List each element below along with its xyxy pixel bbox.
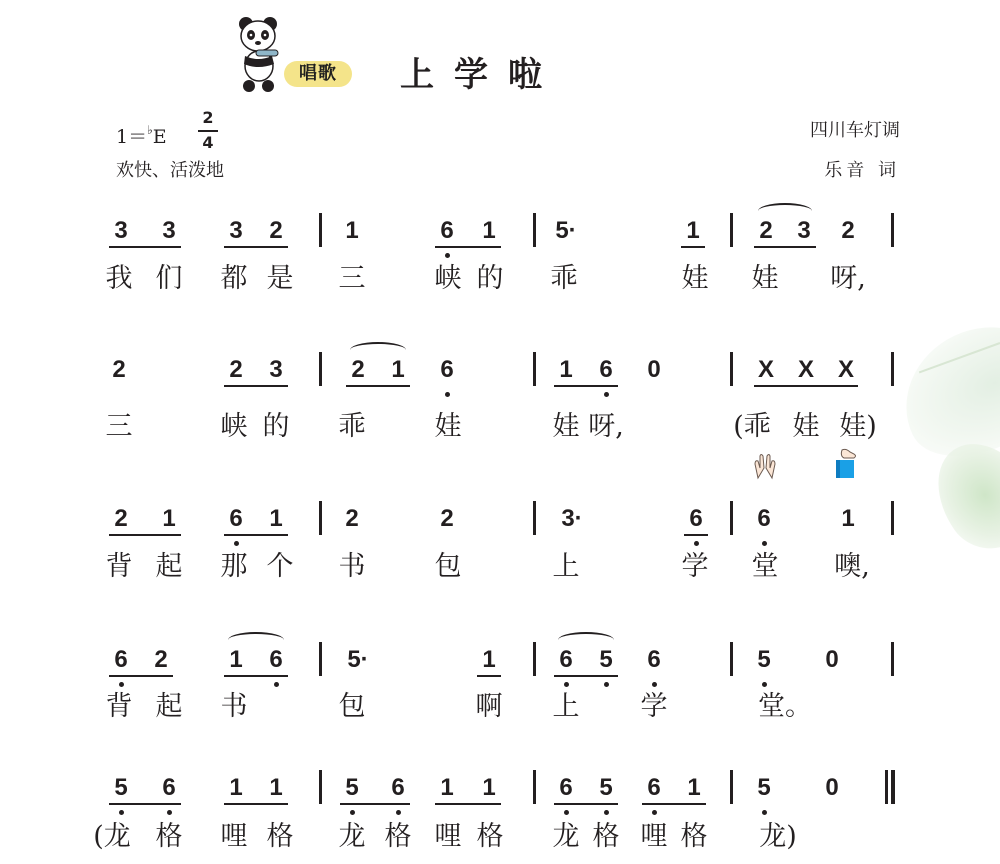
- low-octave-dot: [445, 392, 450, 397]
- note: 0: [825, 774, 839, 801]
- beam-line: [224, 803, 288, 805]
- low-octave-dot: [167, 810, 172, 815]
- low-octave-dot: [652, 682, 657, 687]
- lyric-syllable: 的: [262, 411, 290, 442]
- lyric-syllable: 娃: [751, 263, 779, 294]
- bar-line: [891, 213, 894, 247]
- low-octave-dot: [762, 541, 767, 546]
- lyric-syllable: 娃: [434, 411, 462, 442]
- low-octave-dot: [119, 810, 124, 815]
- note: 6: [391, 774, 405, 801]
- note: 1: [686, 217, 700, 244]
- beam-line: [224, 385, 288, 387]
- note: 2: [759, 217, 773, 244]
- bar-line: [319, 213, 322, 247]
- lyric-syllable: (乖: [733, 411, 771, 442]
- lyric-syllable: 三: [338, 263, 366, 294]
- note: 5: [599, 646, 613, 673]
- note: 2: [269, 217, 283, 244]
- bar-line: [533, 501, 536, 535]
- bar-line: [730, 770, 733, 804]
- beam-line: [346, 385, 410, 387]
- lyric-syllable: 龙: [552, 821, 580, 852]
- lyric-syllable: 格: [476, 821, 504, 852]
- note: 2: [154, 646, 168, 673]
- lyric-syllable: 娃): [839, 411, 877, 442]
- lyric-syllable: 娃: [681, 263, 709, 294]
- beam-line: [681, 246, 705, 248]
- bar-line: [533, 642, 536, 676]
- note: 3: [797, 217, 811, 244]
- bar-line: [891, 352, 894, 386]
- note: 5: [114, 774, 128, 801]
- lyric-syllable: 学: [681, 551, 709, 582]
- low-octave-dot: [445, 253, 450, 258]
- lyric-syllable: 背: [105, 551, 133, 582]
- beam-line: [340, 803, 410, 805]
- section-badge: 唱歌: [284, 61, 352, 87]
- beam-line: [224, 534, 288, 536]
- note: 6: [114, 646, 128, 673]
- note: 1: [482, 646, 496, 673]
- beam-line: [109, 803, 181, 805]
- bar-line: [730, 501, 733, 535]
- note: 3: [162, 217, 176, 244]
- lyric-syllable: 起: [155, 551, 183, 582]
- beam-line: [554, 385, 618, 387]
- note: 3: [269, 356, 283, 383]
- slur-tie: [558, 632, 614, 648]
- note: 5: [757, 774, 771, 801]
- note: 6: [559, 646, 573, 673]
- low-octave-dot: [604, 682, 609, 687]
- bar-line: [885, 770, 888, 804]
- note: 6: [269, 646, 283, 673]
- low-octave-dot: [652, 810, 657, 815]
- beam-line: [435, 803, 501, 805]
- bar-line: [319, 352, 322, 386]
- note: 6: [757, 505, 771, 532]
- beam-line: [109, 246, 181, 248]
- note: 3·: [561, 505, 583, 532]
- lyric-syllable: 起: [155, 691, 183, 722]
- lyric-syllable: 包: [338, 691, 366, 722]
- note: 6: [559, 774, 573, 801]
- lyric-syllable: 格: [384, 821, 412, 852]
- low-octave-dot: [604, 392, 609, 397]
- lyric-syllable: 堂: [751, 551, 779, 582]
- song-source: 四川车灯调: [810, 120, 900, 141]
- note: 6: [162, 774, 176, 801]
- lyric-syllable: 哩: [640, 821, 668, 852]
- lyric-syllable: 乖: [550, 263, 578, 294]
- lyric-syllable: 呀,: [830, 263, 866, 294]
- lyric-syllable: 上: [552, 691, 580, 722]
- beam-line: [224, 675, 288, 677]
- lyric-syllable: 我: [105, 263, 133, 294]
- beam-line: [554, 803, 618, 805]
- lyric-syllable: 个: [266, 551, 294, 582]
- lyric-syllable: 那: [220, 551, 248, 582]
- lyric-syllable: 噢,: [834, 551, 870, 582]
- lyric-syllable: 学: [640, 691, 668, 722]
- lyric-syllable: 包: [434, 551, 462, 582]
- beam-line: [642, 803, 706, 805]
- note: 6: [229, 505, 243, 532]
- note: 3: [114, 217, 128, 244]
- note: 0: [825, 646, 839, 673]
- bar-line: [730, 213, 733, 247]
- low-octave-dot: [694, 541, 699, 546]
- low-octave-dot: [396, 810, 401, 815]
- note: 1: [440, 774, 454, 801]
- lyric-syllable: 书: [220, 691, 248, 722]
- bar-line: [730, 352, 733, 386]
- bar-line: [319, 642, 322, 676]
- lyric-syllable: 峡: [220, 411, 248, 442]
- note: 1: [482, 774, 496, 801]
- note: 5·: [347, 646, 369, 673]
- beam-line: [224, 246, 288, 248]
- low-octave-dot: [564, 810, 569, 815]
- lyric-syllable: 峡: [434, 263, 462, 294]
- beam-line: [109, 534, 181, 536]
- lyric-syllable: 上: [552, 551, 580, 582]
- note: 6: [440, 356, 454, 383]
- low-octave-dot: [762, 810, 767, 815]
- note: 1: [482, 217, 496, 244]
- beam-line: [435, 246, 501, 248]
- lyric-syllable: 们: [155, 263, 183, 294]
- lyric-syllable: 背: [105, 691, 133, 722]
- final-bar-line: [891, 770, 895, 804]
- key-prefix: 1＝: [116, 126, 148, 148]
- note: 1: [229, 774, 243, 801]
- note: 6: [689, 505, 703, 532]
- beam-line: [109, 675, 173, 677]
- note: 5: [599, 774, 613, 801]
- beam-line: [554, 675, 618, 677]
- note: 2: [345, 505, 359, 532]
- lyric-syllable: 呀,: [588, 411, 624, 442]
- bar-line: [730, 642, 733, 676]
- lyric-syllable: 都: [220, 263, 248, 294]
- bar-line: [319, 501, 322, 535]
- bar-line: [533, 213, 536, 247]
- note: X: [837, 356, 854, 383]
- low-octave-dot: [564, 682, 569, 687]
- tap-hand-icon: [832, 448, 858, 478]
- low-octave-dot: [350, 810, 355, 815]
- lyric-syllable: 三: [105, 411, 133, 442]
- lyric-syllable: 格: [680, 821, 708, 852]
- note: 5: [757, 646, 771, 673]
- low-octave-dot: [604, 810, 609, 815]
- beam-line: [754, 246, 816, 248]
- bar-line: [533, 770, 536, 804]
- note: 1: [345, 217, 359, 244]
- note: 2: [112, 356, 126, 383]
- key-note: E: [152, 126, 167, 148]
- note: X: [797, 356, 814, 383]
- note: 1: [559, 356, 573, 383]
- low-octave-dot: [274, 682, 279, 687]
- lyric-syllable: 乖: [338, 411, 366, 442]
- note: 2: [841, 217, 855, 244]
- lyric-syllable: 娃: [792, 411, 820, 442]
- note: 6: [647, 774, 661, 801]
- bar-line: [891, 642, 894, 676]
- note: 2: [440, 505, 454, 532]
- bar-line: [533, 352, 536, 386]
- beam-line: [684, 534, 708, 536]
- note: 5·: [555, 217, 577, 244]
- lyric-syllable: 格: [266, 821, 294, 852]
- tempo-marking: 欢快、活泼地: [116, 160, 224, 181]
- bar-line: [891, 501, 894, 535]
- note: 1: [269, 505, 283, 532]
- slur-tie: [350, 342, 406, 358]
- meter-top: 2: [202, 108, 214, 127]
- note: 5: [345, 774, 359, 801]
- meter-bottom: 4: [202, 133, 214, 152]
- lyric-syllable: 娃: [552, 411, 580, 442]
- note: 0: [647, 356, 661, 383]
- low-octave-dot: [119, 682, 124, 687]
- flat-sign: ♭: [147, 123, 153, 137]
- slur-tie: [758, 203, 812, 219]
- bar-line: [319, 770, 322, 804]
- lyric-syllable: 龙): [759, 821, 797, 852]
- lyric-syllable: 格: [592, 821, 620, 852]
- note: 2: [351, 356, 365, 383]
- beam-line: [754, 385, 858, 387]
- low-octave-dot: [762, 682, 767, 687]
- note: 1: [269, 774, 283, 801]
- note: 2: [114, 505, 128, 532]
- note: 1: [229, 646, 243, 673]
- lyric-syllable: 是: [266, 263, 294, 294]
- note: 3: [229, 217, 243, 244]
- note: 2: [229, 356, 243, 383]
- slur-tie: [228, 632, 284, 648]
- lyricist-credit: 乐音 词: [824, 160, 900, 181]
- lyric-syllable: 龙: [338, 821, 366, 852]
- note: 6: [647, 646, 661, 673]
- lyric-syllable: 的: [476, 263, 504, 294]
- lyric-syllable: 哩: [434, 821, 462, 852]
- low-octave-dot: [234, 541, 239, 546]
- lyric-syllable: 格: [155, 821, 183, 852]
- lyric-syllable: 啊: [475, 691, 503, 722]
- beam-line: [477, 675, 501, 677]
- note: 1: [687, 774, 701, 801]
- note: 1: [162, 505, 176, 532]
- note: 6: [440, 217, 454, 244]
- note: 1: [391, 356, 405, 383]
- song-title: 上学啦: [400, 55, 562, 95]
- note: 1: [841, 505, 855, 532]
- clap-hands-icon: [752, 450, 778, 480]
- lyric-syllable: 书: [338, 551, 366, 582]
- lyric-syllable: (龙: [93, 821, 131, 852]
- note: X: [757, 356, 774, 383]
- lyric-syllable: 哩: [220, 821, 248, 852]
- note: 6: [599, 356, 613, 383]
- lyric-syllable: 堂。: [758, 691, 812, 722]
